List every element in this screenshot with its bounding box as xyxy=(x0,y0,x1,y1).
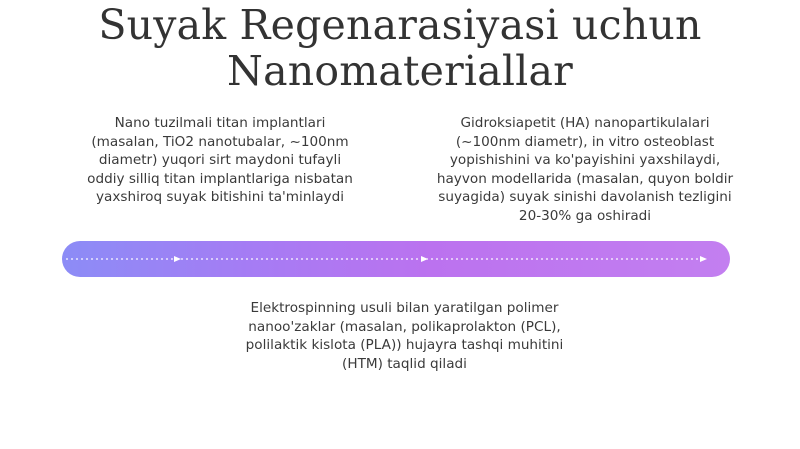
text-line: polilaktik kislota (PLA)) hujayra tashqi muhitini xyxy=(245,337,564,354)
text-line: nanoo'zaklar (masalan, polikaprolakton (PCL), xyxy=(248,318,561,335)
text-line: diametr) yuqori sirt maydoni tufayli xyxy=(98,152,342,169)
text-line: oddiy silliq titan implantlariga nisbatan xyxy=(87,170,353,187)
text-line: (masalan, TiO2 nanotubalar, ~100nm xyxy=(91,133,349,150)
text-line: hayvon modellarida (masalan, quyon boldir xyxy=(436,170,734,187)
text-line: Elektrospinning usuli bilan yaratilgan polimer xyxy=(250,300,559,316)
text-block-hydroxyapatite xyxy=(425,114,745,226)
text-line: 20-30% ga oshiradi xyxy=(518,207,652,224)
page-title xyxy=(0,2,800,94)
gradient-timeline-bar xyxy=(62,241,730,277)
arrow-head-2 xyxy=(421,256,428,262)
text-block-titanium-implants xyxy=(60,114,380,207)
title-line-1: Suyak Regenarasiyasi uchun xyxy=(98,1,702,49)
arrow-head-3 xyxy=(700,256,707,262)
arrow-head-1 xyxy=(174,256,181,262)
text-line: Gidroksiapetit (HA) nanopartikulalari xyxy=(460,115,710,131)
text-line: yopishishini va ko'payishini yaxshilaydi, xyxy=(449,152,721,169)
dashed-arrow-line xyxy=(62,241,730,277)
text-block-electrospinning xyxy=(232,299,577,373)
text-line: (~100nm diametr), in vitro osteoblast xyxy=(455,133,715,150)
text-line: suyagida) suyak sinishi davolanish tezligini xyxy=(438,189,732,206)
text-line: Nano tuzilmali titan implantlari xyxy=(114,115,326,131)
title-line-2: Nanomateriallar xyxy=(227,47,573,95)
text-line: (HTM) taqlid qiladi xyxy=(342,355,467,372)
text-line: yaxshiroq suyak bitishini ta'minlaydi xyxy=(95,189,344,206)
